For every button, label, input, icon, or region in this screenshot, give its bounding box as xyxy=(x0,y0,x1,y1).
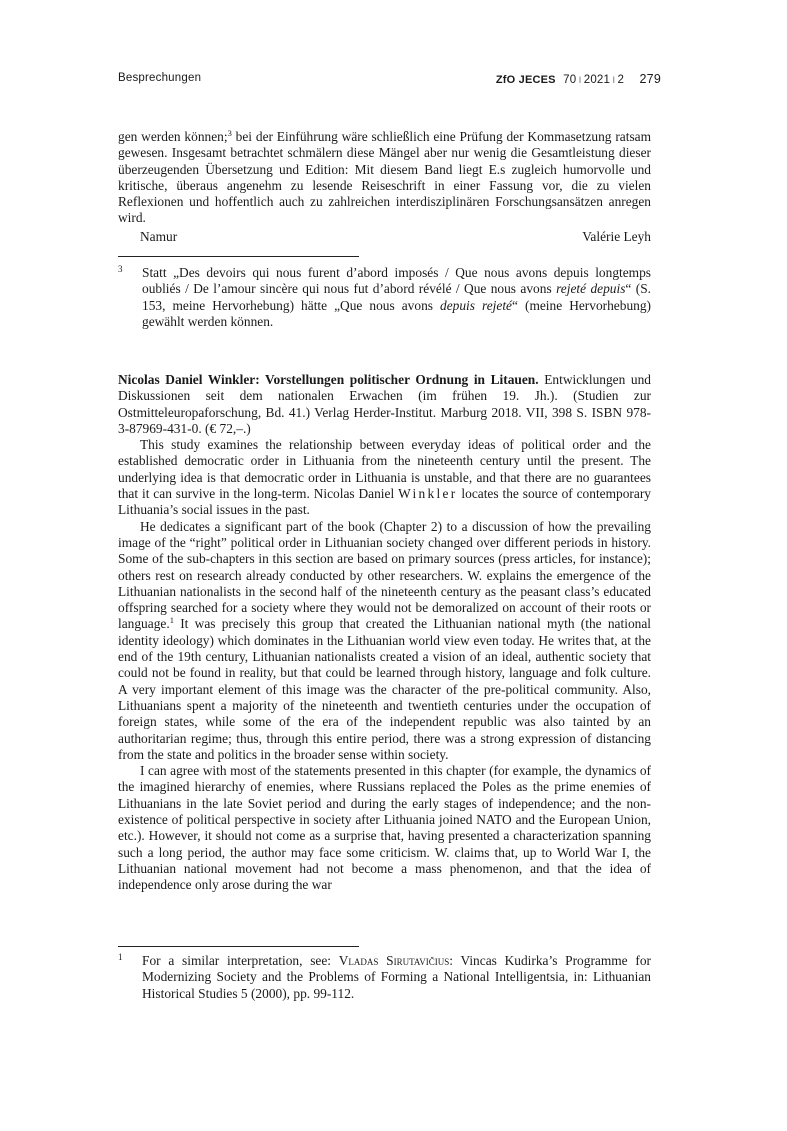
footnote-number: 1 xyxy=(118,952,123,962)
footnote-1 xyxy=(118,953,651,1002)
signature-place: Namur xyxy=(140,229,178,244)
paragraph: gen werden können;$^3$ bei der Einführung wäre schließlich eine Prüfung der Kommasetzung ratsam gewesen. Insgesamt betrachtet schmälern diese Mängel aber nur wenig die Gesamtleistung dieser überzeugenden Übersetzung und Edition: Mit diesem Band liegt E.s zugleich humorvolle und kritische, überaus angenehm zu lesende Reiseschrift in einer Fassung vor, die zu vielen Reflexionen und hoffentlich auch zu zahlreichen interdisziplinären Forschungsansätzen anregen wird. xyxy=(118,128,652,226)
review-headline: Nicolas Daniel Winkler: Vorstellungen politischer Ordnung in Litauen. xyxy=(118,372,539,387)
bibliographic-info: Entwicklungen und Diskussionen seit dem nationalen Erwachen (im frühen 19. Jh.). (Studien zur Ostmitteleuropaforschung, Bd. 41.) Verlag Herder-Institut. Marburg 2018. VII, 398 S. ISBN 978-3-87969-431-0. (€ 72,–.) xyxy=(118,372,651,436)
footnote-reference: 3 xyxy=(227,128,232,138)
journal-volume: 70 xyxy=(563,74,577,86)
section-title: Besprechungen xyxy=(118,72,202,84)
footnote-divider xyxy=(118,256,359,257)
author-name: Winkler xyxy=(398,486,458,502)
footnote-3 xyxy=(118,265,651,330)
paragraph: This study examines the relationship between everyday ideas of political order and the established democratic order in Lithuania from the nineteenth century until the present. The underlying idea is that democratic order in Lithuania is unstable, and that there are no guarantees that it can survive in the long-term. Nicolas Daniel Winkler locates the source of contemporary Lithuania’s social issues in the past. xyxy=(118,437,651,518)
footnote-reference: 1 xyxy=(169,615,174,626)
cited-author: Vladas Sirutavičius xyxy=(338,953,450,968)
journal-year: 2021 xyxy=(583,74,611,86)
footnote-text: For a similar interpretation, see: Vladas Sirutavičius: Vincas Kudirka’s Programme for Modernizing Society and the Problems of Forming a National Intelligentsia, in: Lithuanian Historical Studies 5 (2000), pp. 99-112. xyxy=(142,953,651,1001)
review-header xyxy=(118,372,651,437)
review-article xyxy=(118,372,651,894)
footnote-text: Statt „Des devoirs qui nous furent d’abord imposés / Que nous avons depuis longtemps oubliés / De l’amour sincère qui nous fut d’abord révélé / Que nous avons rejeté depuis“ (S. 153, meine Hervorhebung) hätte „Que nous avons depuis rejeté“ (meine Hervorhebung) gewählt werden können. xyxy=(142,265,651,329)
journal-citation: ZfO JECES 70 ı 2021 ı 2 279 xyxy=(495,72,661,86)
journal-issue: 2 xyxy=(617,74,625,86)
page-number: 279 xyxy=(639,72,661,86)
paragraph: I can agree with most of the statements presented in this chapter (for example, the dynamics of the imagined hierarchy of enemies, where Russians replaced the Poles as the prime enemies of Lithuanians in the late Soviet period and during the early stages of independence; and the non-existence of political perspective in society after Lithuania joined NATO and the European Union, etc.). However, it should not come as a surprise that, having presented a characterization spanning such a long period, the author may face some criticism. W. claims that, up to World War I, the Lithuanian national movement had not become a mass phenomenon, and that the idea of independence only arose during the war xyxy=(118,763,651,893)
running-head xyxy=(118,72,661,90)
footnote-number: 3 xyxy=(118,264,123,274)
paragraph: He dedicates a significant part of the book (Chapter 2) to a discussion of how the prevailing image of the “right” political order in Lithuanian society changed over different periods in history. Some of the sub-chapters in this section are based on primary sources (press articles, for instance); others rest on research already conducted by other researchers. W. explains the emergence of the Lithuanian nationalists in the second half of the nineteenth century as the peasant class’s educated offspring searched for a society where they would not be demoralized on account of their roots or language.$^1$ It was precisely this group that created the Lithuanian national myth (the national identity ideology) which dominates in the Lithuanian world view even today. He writes that, at the end of the 19th century, Lithuanian nationalists created a vision of an ideal, authentic society that could not be found in reality, but that could be learned through history, language and folk culture. A very important element of this image was the character of the pre-political community. Also, Lithuanians spent a majority of the nineteenth and twentieth centuries under the occupation of foreign states, while some of the era of the independent republic was also tainted by an authoritarian regime; thus, through this entire period, there was a strong expression of distancing from the state and politics in the broader sense within society. xyxy=(118,518,651,762)
signature-reviewer: Valérie Leyh xyxy=(582,229,651,244)
journal-name: ZfO JECES xyxy=(495,74,556,86)
previous-review-ending xyxy=(118,129,651,227)
footnote-divider xyxy=(118,946,359,947)
